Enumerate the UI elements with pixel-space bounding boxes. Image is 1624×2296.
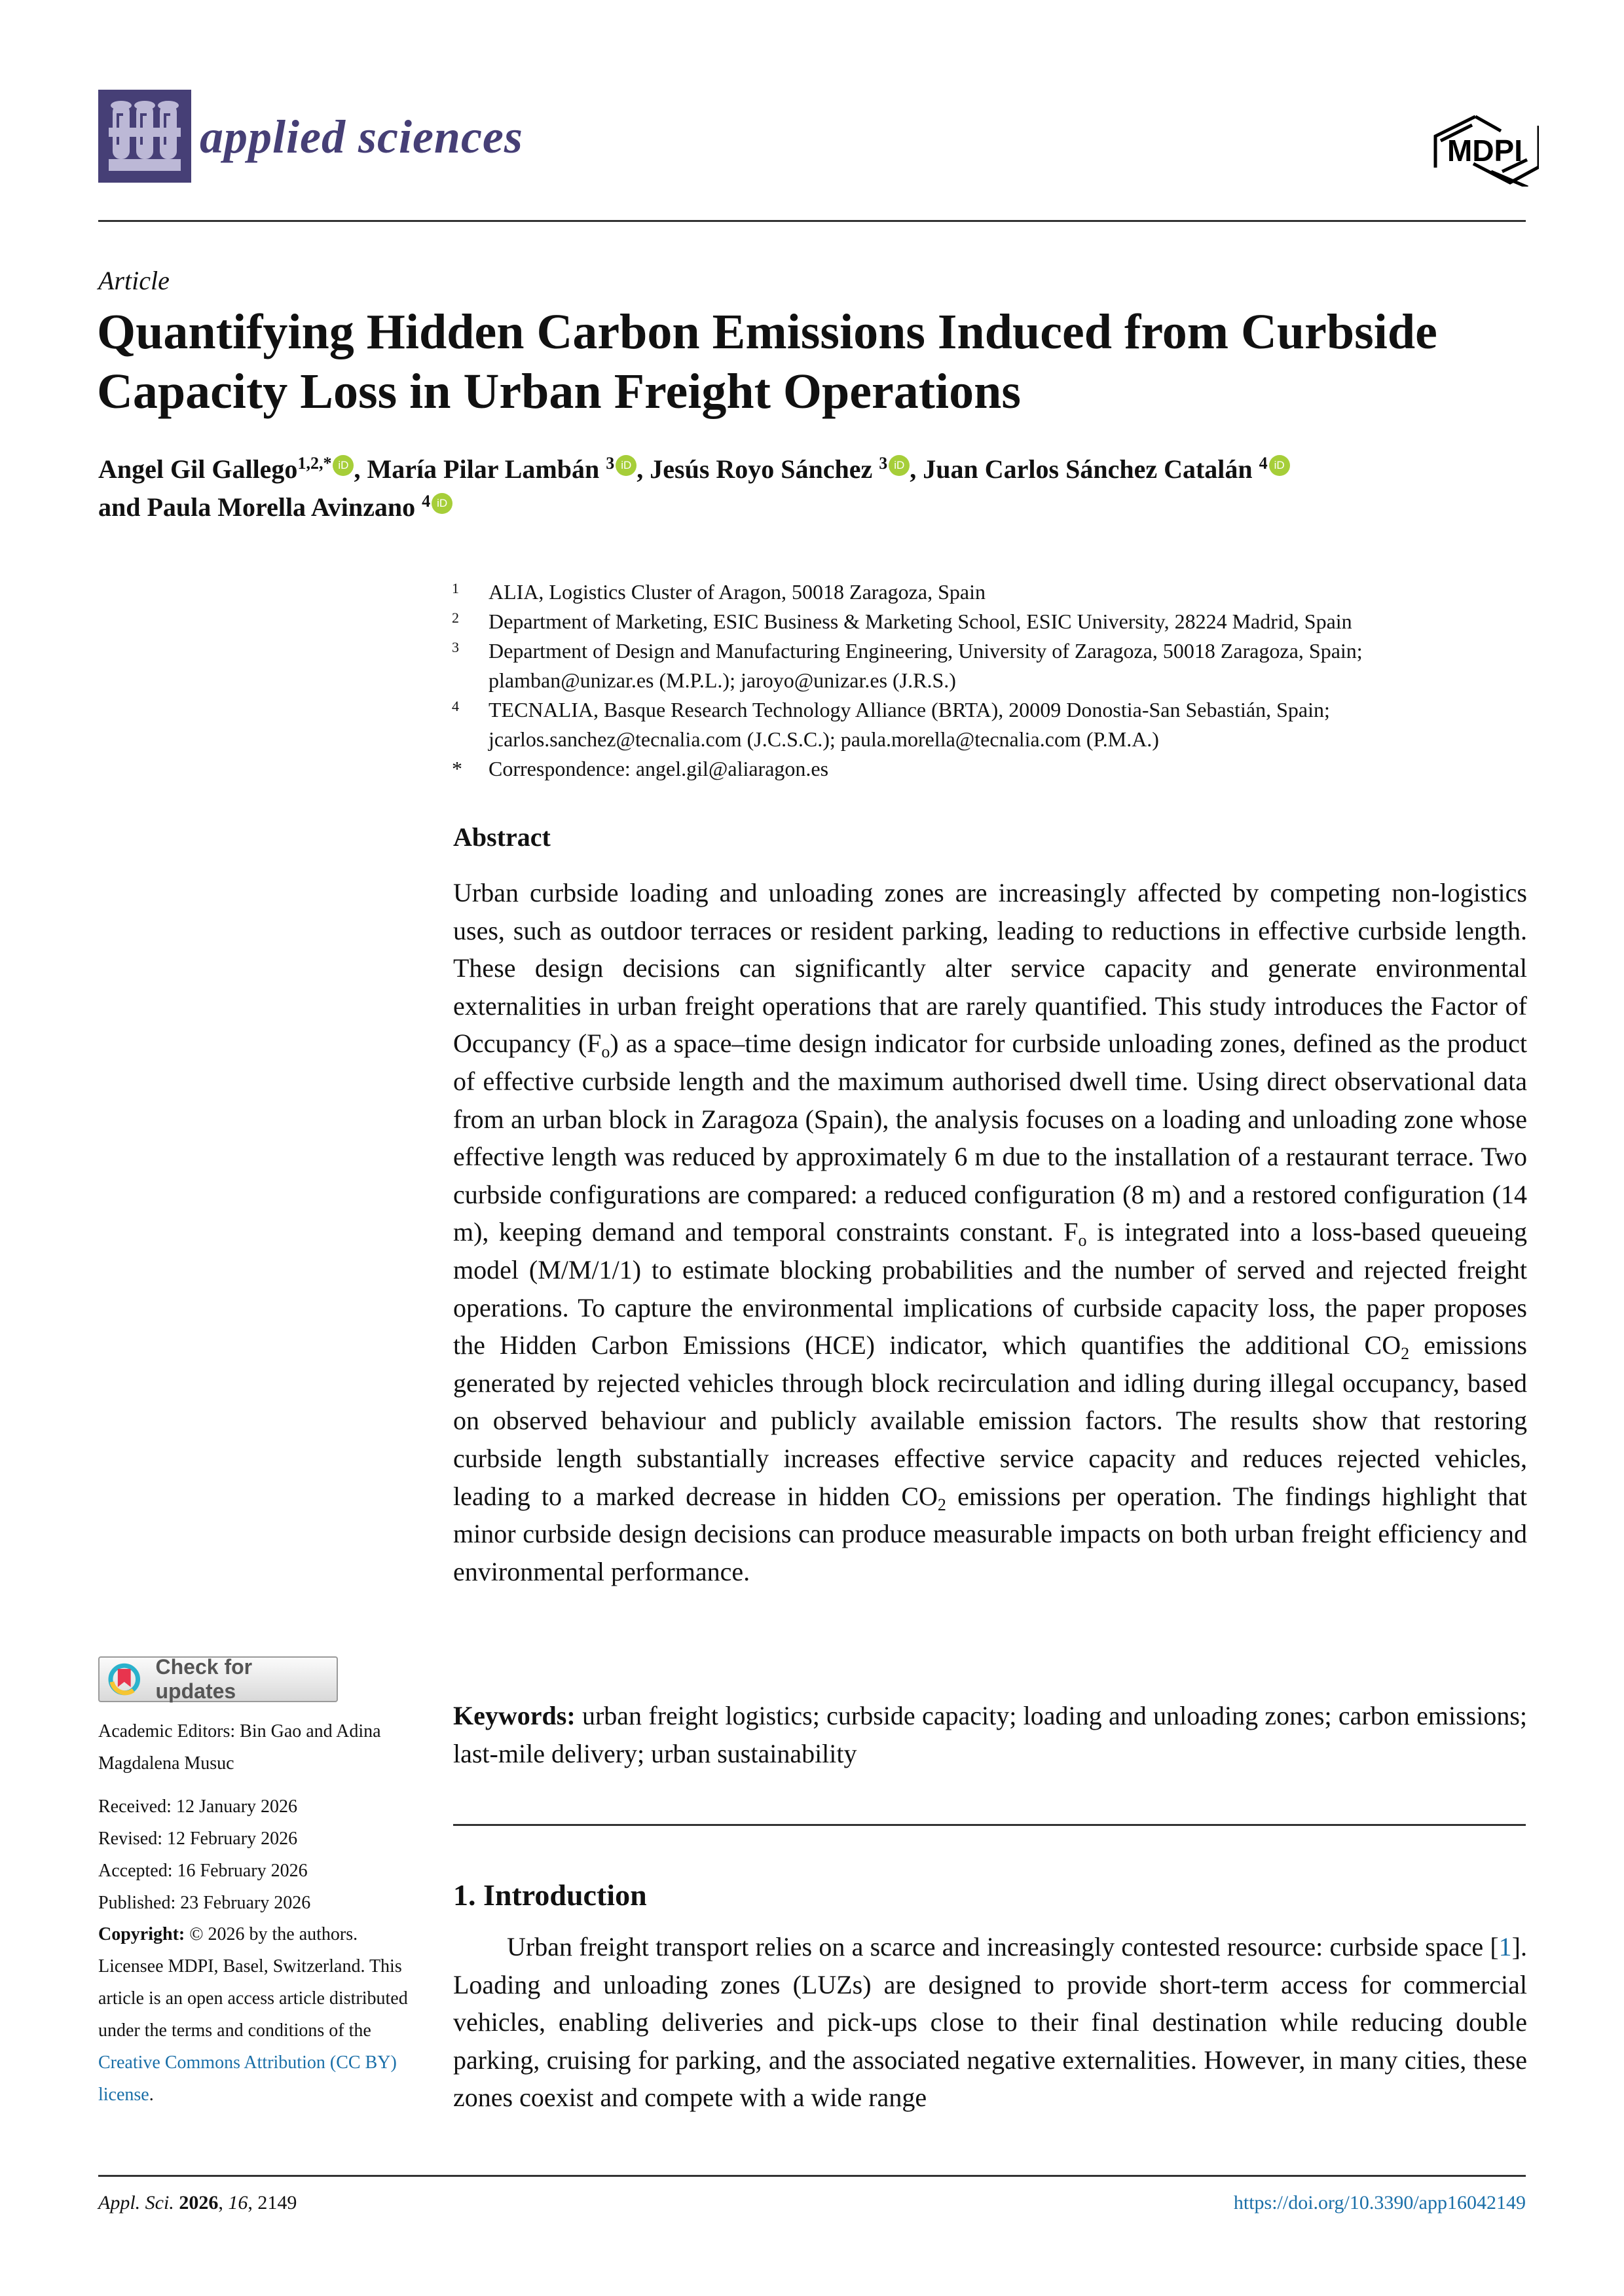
date-accepted: Accepted: 16 February 2026 (98, 1861, 308, 1881)
keywords (453, 1697, 1527, 1772)
check-for-updates-label: Check for updates (155, 1655, 253, 1703)
author-name: María Pilar Lambán (367, 454, 600, 484)
author-name: Paula Morella Avinzano (147, 492, 416, 522)
citation-info: Appl. Sci. 2026, 16, 2149 (98, 2192, 297, 2214)
author-affil-mark: 3 (606, 454, 615, 473)
orcid-icon[interactable]: iD (889, 455, 910, 476)
publication-dates (98, 1791, 426, 1919)
author-affil-mark: 4 (1259, 454, 1268, 473)
test-tubes-icon (98, 90, 191, 183)
orcid-icon[interactable]: iD (1269, 455, 1290, 476)
date-received: Received: 12 January 2026 (98, 1796, 298, 1817)
svg-text:MDPI: MDPI (1447, 134, 1522, 168)
author-name: Juan Carlos Sánchez Catalán (923, 454, 1253, 484)
correspondence: * Correspondence: angel.gil@aliaragon.es (452, 754, 1532, 784)
orcid-icon[interactable]: iD (616, 455, 637, 476)
keywords-label: Keywords: (453, 1701, 576, 1730)
author-affil-mark: 4 (422, 492, 431, 511)
orcid-icon[interactable]: iD (432, 493, 452, 514)
author-name: Jesús Royo Sánchez (650, 454, 873, 484)
author-affil-mark: 3 (879, 454, 888, 473)
author-affil-mark: 1,2,* (297, 454, 332, 473)
affiliation-3: 3 Department of Design and Manufacturing Engineering, University of Zaragoza, 50018 Zaragoza, Spain; plamban@unizar.es (M.P.L.); jaroyo@unizar.es (J.R.S.) (452, 636, 1532, 695)
abstract-heading: Abstract (453, 822, 551, 852)
article-title: Quantifying Hidden Carbon Emissions Induced from Curbside Capacity Loss in Urban Freight Operations (97, 304, 1437, 419)
cc-by-license-link[interactable]: Creative Commons Attribution (CC BY) license (98, 2052, 397, 2105)
journal-name: applied sciences (200, 111, 523, 163)
affiliation-emails[interactable]: plamban@unizar.es (M.P.L.); jaroyo@unizar.es (J.R.S.) (489, 668, 956, 692)
crossmark-icon (107, 1662, 141, 1696)
author-name: Angel Gil Gallego (98, 454, 298, 484)
author-list: Angel Gil Gallego$^{1,2,*}$ iD , María Pilar Lambán $^3$ iD , Jesús Royo Sánchez $^3$ iD , Juan Carlos Sánchez Catalán $^4$ iD and Paula Morella Avinzano $^4$ iD (98, 450, 1539, 526)
copyright-label: Copyright: (98, 1924, 185, 1944)
citation-link[interactable]: 1 (1498, 1932, 1512, 1961)
abstract-divider (453, 1824, 1526, 1826)
journal-logo (98, 90, 191, 183)
academic-editors: Academic Editors: Bin Gao and Adina Magdalena Musuc (98, 1721, 381, 1774)
keywords-list: urban freight logistics; curbside capacity; loading and unloading zones; carbon emissions; last-mile delivery; urban sustainability (453, 1701, 1527, 1768)
correspondence-email[interactable]: Correspondence: angel.gil@aliaragon.es (489, 757, 829, 780)
section-heading-introduction: 1. Introduction (453, 1878, 647, 1912)
orcid-icon[interactable]: iD (333, 455, 354, 476)
abstract-text: Urban curbside loading and unloading zones are increasingly affected by competing non-logistics uses, such as outdoor terraces or resident parking, leading to reductions in effective curbside length. These design decisions can significantly alter service capacity and generate environmental externalities in urban freight operations that are rarely quantified. This study introduces the Factor of Occupancy $(F_o)$ as a space–time design indicator for curbside unloading zones, defined as the product of effective curbside length and the maximum authorised dwell time. Using direct observational data from an urban block in Zaragoza (Spain), the analysis focuses on a loading and unloading zone whose effective length was reduced by approximately 6 m due to the installation of a restaurant terrace. Two curbside configurations are compared: a reduced configuration (8 m) and a restored configuration (14 m), keeping demand and temporal constraints constant. $F_o$ is integrated into a loss-based queueing model (M/M/1/1) to estimate blocking probabilities and the number of served and rejected freight operations. To capture the environmental implications of curbside capacity loss, the paper proposes the Hidden Carbon Emissions (HCE) indicator, which quantifies the additional $CO_2$ emissions generated by rejected vehicles through block recirculation and idling during illegal occupancy, based on observed behaviour and publicly available emission factors. The results show that restoring curbside length substantially increases effective service capacity and reduces rejected vehicles, leading to a marked decrease in hidden $CO_2$ emissions per operation. The findings highlight that minor curbside design decisions can produce measurable impacts on both urban freight efficiency and environmental performance. (453, 878, 1528, 1586)
affiliation-1: 1 ALIA, Logistics Cluster of Aragon, 50018 Zaragoza, Spain (452, 580, 986, 604)
author-connector: and (98, 492, 141, 522)
affiliation-2: 2 Department of Marketing, ESIC Business & Marketing School, ESIC University, 28224 Madrid, Spain (452, 610, 1352, 633)
copyright-notice: Copyright: © 2026 by the authors. Licensee MDPI, Basel, Switzerland. This article is an open access article distributed under the terms and conditions of the Creative Commons Attribution (CC BY) license. (98, 1924, 408, 2105)
check-for-updates-button[interactable] (98, 1656, 338, 1702)
affiliation-emails[interactable]: jcarlos.sanchez@tecnalia.com (J.C.S.C.); paula.morella@tecnalia.com (P.M.A.) (489, 727, 1159, 751)
doi-link[interactable]: https://doi.org/10.3390/app16042149 (1233, 2192, 1526, 2214)
introduction-text: Urban freight transport relies on a scarce and increasingly contested resource: curbside space [1]. Loading and unloading zones (LUZs) are designed to provide short-term access for commercial vehicles, enabling deliveries and pick-ups close to their final destination while reducing double parking, cruising for parking, and the associated negative externalities. However, in many cities, these zones coexist and compete with a wide range (453, 1932, 1527, 2113)
date-published: Published: 23 February 2026 (98, 1893, 311, 1913)
affiliation-4: 4 TECNALIA, Basque Research Technology Alliance (BRTA), 20009 Donostia-San Sebastián, Spain; jcarlos.sanchez@tecnalia.com (J.C.S.C.); paula.morella@tecnalia.com (P.M.A.) (452, 695, 1532, 754)
affiliations (452, 577, 1532, 784)
article-type: Article (98, 266, 170, 295)
mdpi-logo (1408, 105, 1539, 187)
footer-divider (98, 2175, 1526, 2177)
date-revised: Revised: 12 February 2026 (98, 1829, 298, 1849)
header-divider (98, 220, 1526, 222)
